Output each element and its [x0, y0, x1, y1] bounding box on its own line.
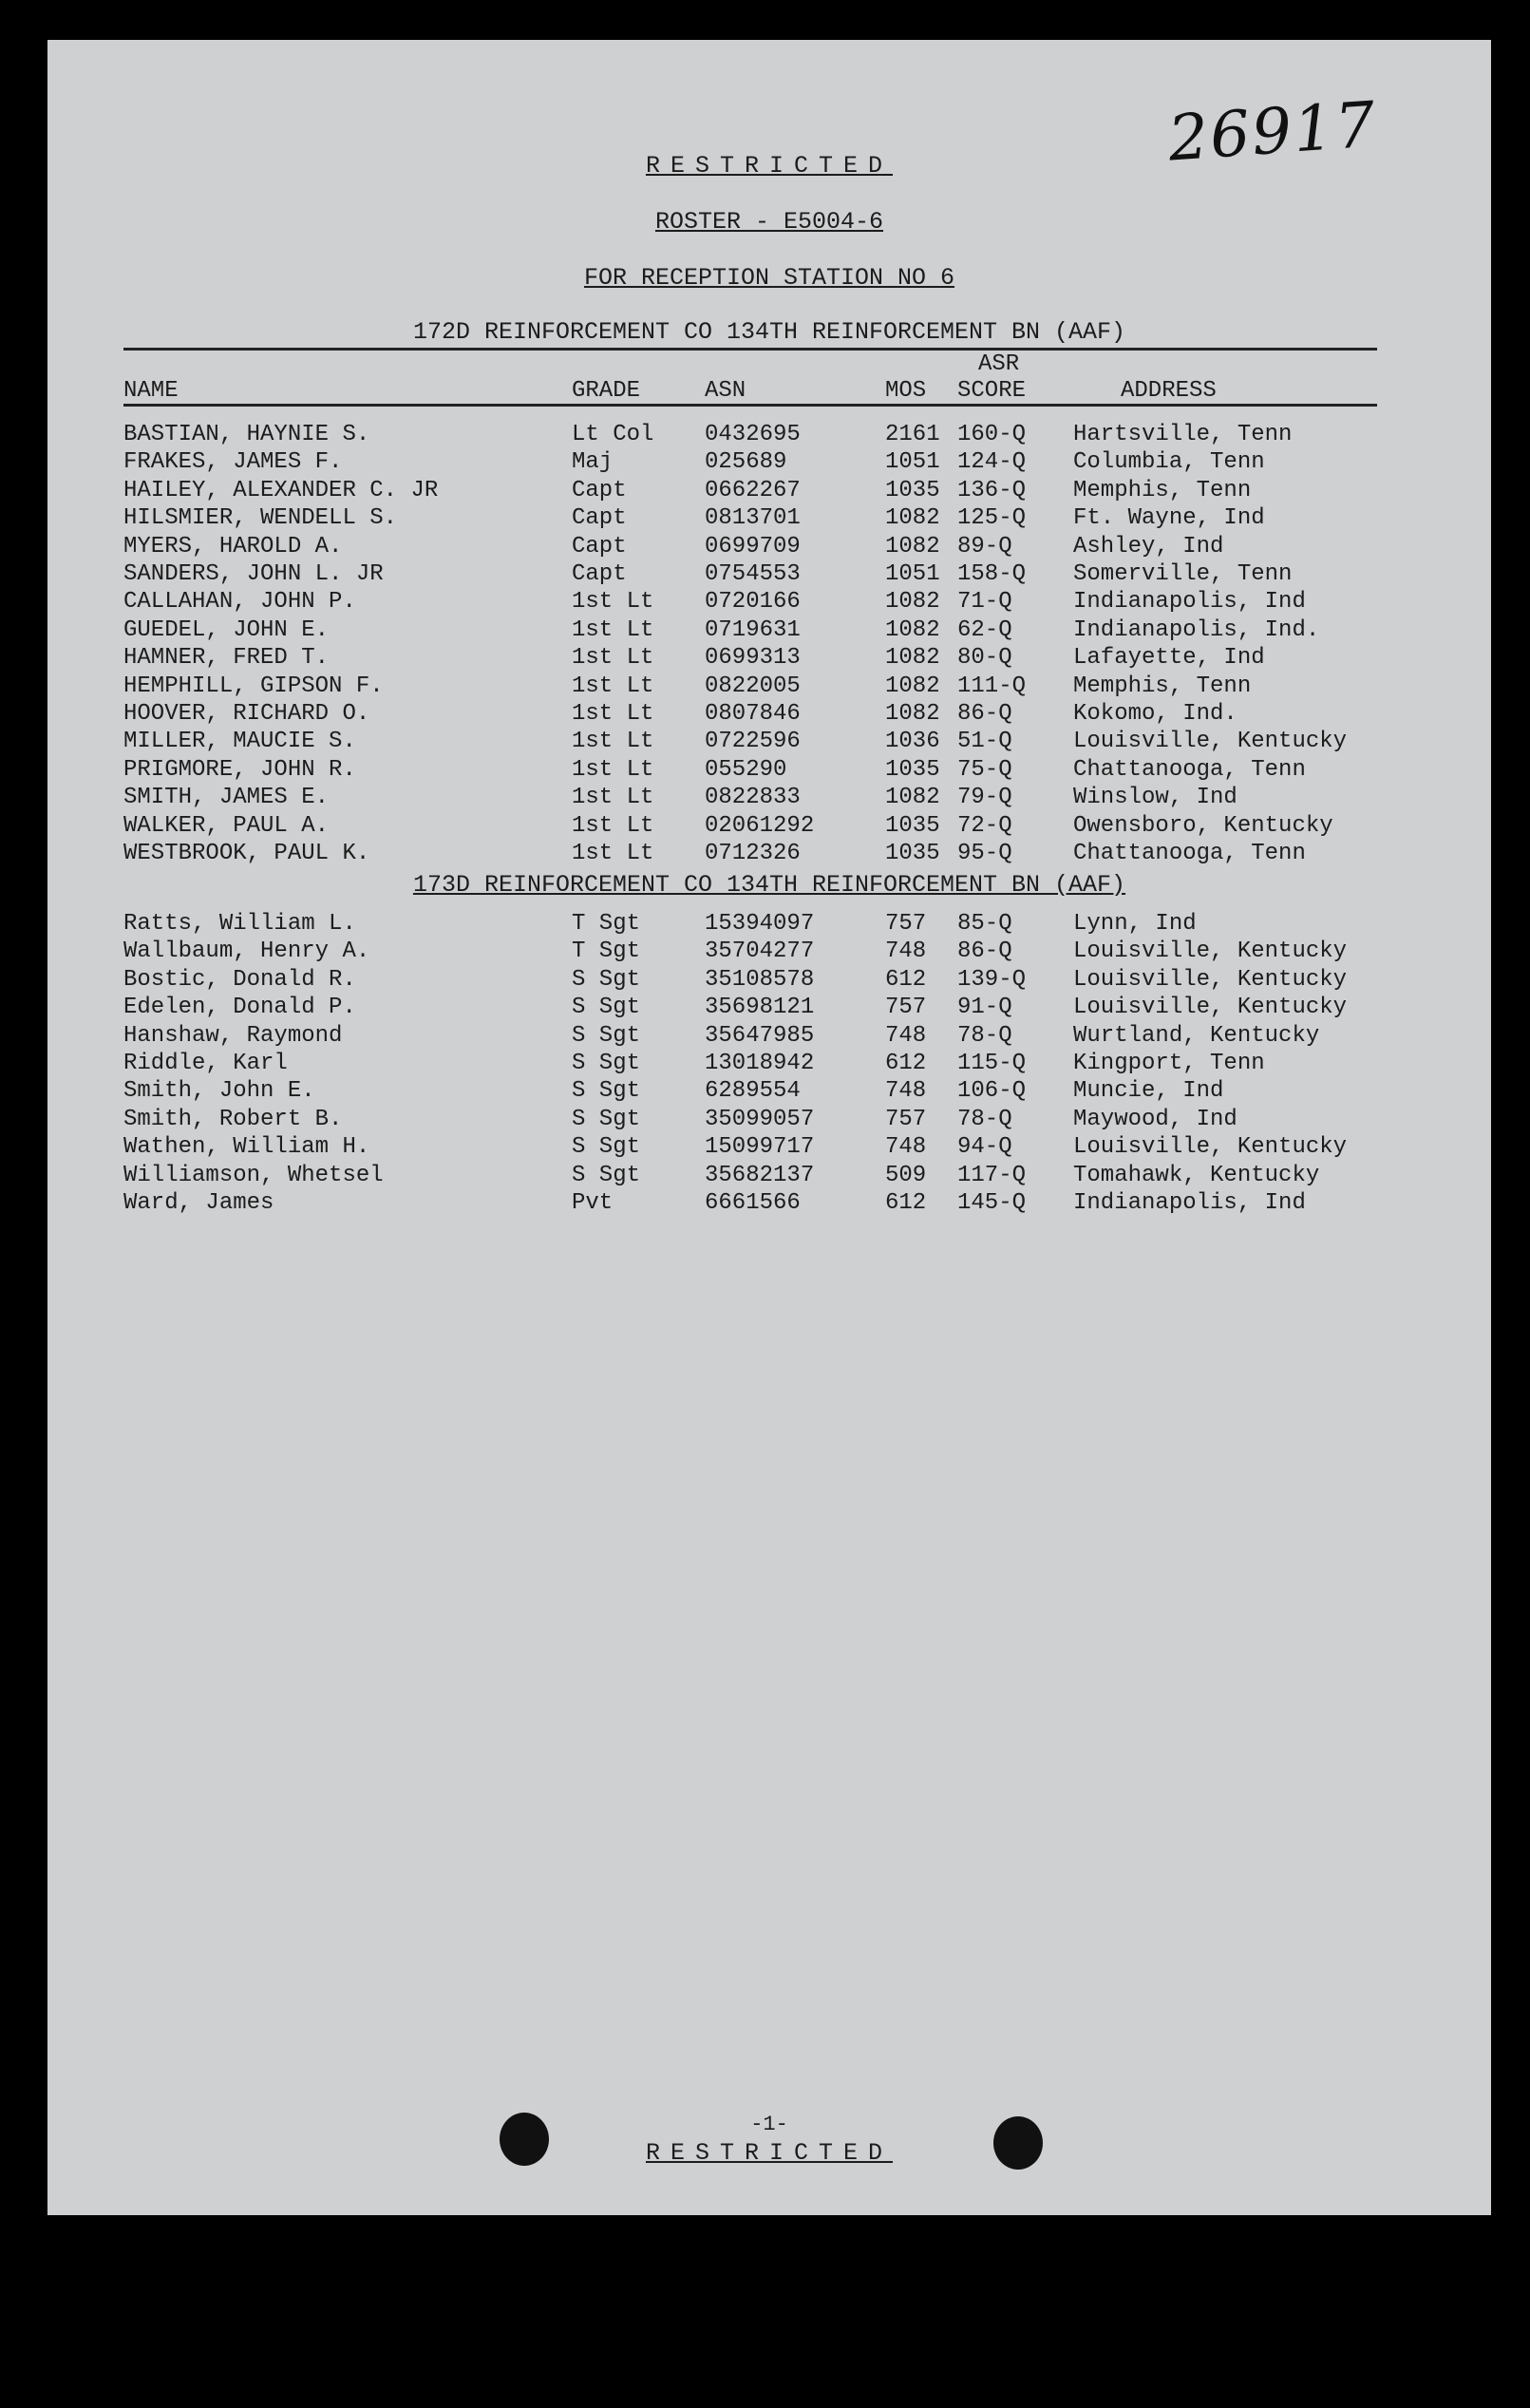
roster-row: [123, 757, 1396, 786]
asr-score-cell: 136-Q: [957, 477, 1027, 503]
address-cell: Owensboro, Kentucky: [1073, 812, 1333, 839]
roster-row: [123, 939, 1396, 967]
grade-cell: Capt: [572, 477, 627, 503]
asn-cell: 025689: [705, 449, 787, 476]
grade-cell: S Sgt: [572, 1162, 641, 1188]
mos-cell: 1082: [885, 533, 940, 559]
mos-cell: 1082: [885, 673, 940, 699]
address-cell: Memphis, Tenn: [1073, 477, 1252, 503]
asr-score-cell: 78-Q: [957, 1022, 1012, 1049]
mos-cell: 1051: [885, 561, 940, 587]
mos-cell: 757: [885, 1106, 927, 1132]
name-cell: Hanshaw, Raymond: [123, 1022, 343, 1049]
asr-score-cell: 91-Q: [957, 995, 1012, 1021]
roster-row: [123, 701, 1396, 730]
grade-cell: S Sgt: [572, 1106, 641, 1132]
asn-cell: 35682137: [705, 1162, 815, 1188]
roster-row: [123, 813, 1396, 842]
asr-score-cell: 75-Q: [957, 756, 1012, 783]
address-cell: Louisville, Kentucky: [1073, 1134, 1348, 1161]
address-cell: Indianapolis, Ind: [1073, 589, 1306, 616]
grade-cell: 1st Lt: [572, 673, 654, 699]
name-cell: Riddle, Karl: [123, 1051, 288, 1076]
mos-cell: 1082: [885, 785, 940, 811]
roster-row: [123, 785, 1396, 813]
name-cell: GUEDEL, JOHN E.: [123, 616, 330, 643]
roster-row: [123, 1051, 1396, 1079]
roster-title: ROSTER - E5004-6: [654, 208, 884, 236]
mos-cell: 2161: [885, 422, 940, 447]
asn-cell: 0719631: [705, 616, 801, 643]
asn-cell: 0699709: [705, 533, 801, 559]
mos-cell: 748: [885, 1078, 927, 1105]
grade-cell: S Sgt: [572, 1051, 641, 1076]
grade-cell: S Sgt: [572, 1134, 641, 1161]
asn-cell: 0432695: [705, 422, 801, 447]
roster-row: [123, 1107, 1396, 1135]
roster-row: [123, 617, 1396, 646]
grade-cell: 1st Lt: [572, 645, 654, 672]
grade-cell: 1st Lt: [572, 616, 654, 643]
grade-cell: S Sgt: [572, 1022, 641, 1049]
mos-cell: 1082: [885, 589, 940, 616]
mos-cell: 748: [885, 1134, 927, 1161]
roster-row: [123, 449, 1396, 478]
mos-cell: 1051: [885, 449, 940, 476]
address-cell: Wurtland, Kentucky: [1073, 1022, 1320, 1049]
handwritten-file-number: 26917: [1165, 87, 1380, 176]
asn-cell: 15394097: [705, 911, 815, 937]
asr-score-cell: 79-Q: [957, 785, 1012, 811]
grade-cell: 1st Lt: [572, 589, 654, 616]
grade-cell: Capt: [572, 533, 627, 559]
asn-cell: 35698121: [705, 995, 815, 1021]
asr-score-cell: 80-Q: [957, 645, 1012, 672]
name-cell: WESTBROOK, PAUL K.: [123, 841, 370, 866]
mos-cell: 1036: [885, 729, 940, 755]
asr-score-cell: 72-Q: [957, 812, 1012, 839]
grade-cell: 1st Lt: [572, 841, 654, 866]
name-cell: HILSMIER, WENDELL S.: [123, 505, 398, 532]
heading-rule: [123, 348, 1377, 351]
asn-cell: 15099717: [705, 1134, 815, 1161]
address-cell: Hartsville, Tenn: [1073, 422, 1293, 447]
asr-score-cell: 85-Q: [957, 911, 1012, 937]
asr-score-cell: 158-Q: [957, 561, 1027, 587]
address-cell: Louisville, Kentucky: [1073, 939, 1348, 965]
asr-score-cell: 117-Q: [957, 1162, 1027, 1188]
address-cell: Louisville, Kentucky: [1073, 729, 1348, 755]
roster-row: [123, 478, 1396, 506]
address-cell: Louisville, Kentucky: [1073, 995, 1348, 1021]
grade-cell: 1st Lt: [572, 729, 654, 755]
name-cell: HAILEY, ALEXANDER C. JR: [123, 477, 439, 503]
name-cell: WALKER, PAUL A.: [123, 812, 330, 839]
grade-cell: S Sgt: [572, 995, 641, 1021]
roster-row: [123, 673, 1396, 702]
classification-footer: RESTRICTED: [645, 2139, 894, 2167]
unit-heading-172d: 172D REINFORCEMENT CO 134TH REINFORCEMENT BN (AAF): [412, 318, 1126, 346]
asn-cell: 0662267: [705, 477, 801, 503]
mos-cell: 1035: [885, 812, 940, 839]
asn-cell: 0699313: [705, 645, 801, 672]
asn-cell: 0754553: [705, 561, 801, 587]
address-cell: Indianapolis, Ind.: [1073, 616, 1320, 643]
grade-cell: Maj: [572, 449, 614, 476]
name-cell: Ward, James: [123, 1190, 274, 1216]
asr-score-cell: 62-Q: [957, 616, 1012, 643]
asn-cell: 35704277: [705, 939, 815, 965]
name-cell: Smith, John E.: [123, 1078, 315, 1105]
address-cell: Chattanooga, Tenn: [1073, 841, 1306, 866]
name-cell: HOOVER, RICHARD O.: [123, 701, 370, 727]
name-cell: SMITH, JAMES E.: [123, 785, 330, 811]
asn-cell: 0822833: [705, 785, 801, 811]
address-cell: Columbia, Tenn: [1073, 449, 1265, 476]
asr-score-cell: 160-Q: [957, 422, 1027, 447]
grade-cell: Capt: [572, 505, 627, 532]
grade-cell: S Sgt: [572, 1078, 641, 1105]
name-cell: Wallbaum, Henry A.: [123, 939, 370, 965]
asr-score-cell: 125-Q: [957, 505, 1027, 532]
asr-score-cell: 94-Q: [957, 1134, 1012, 1161]
address-cell: Memphis, Tenn: [1073, 673, 1252, 699]
asr-score-cell: 89-Q: [957, 533, 1012, 559]
name-cell: FRAKES, JAMES F.: [123, 449, 343, 476]
mos-cell: 1082: [885, 616, 940, 643]
mos-cell: 1035: [885, 841, 940, 866]
col-asr-header: ASR: [978, 351, 1020, 377]
asr-score-cell: 95-Q: [957, 841, 1012, 866]
name-cell: MILLER, MAUCIE S.: [123, 729, 356, 755]
col-address-header: ADDRESS: [1121, 378, 1217, 404]
roster-row: [123, 1190, 1396, 1219]
roster-row: [123, 967, 1396, 995]
grade-cell: Pvt: [572, 1190, 614, 1216]
mos-cell: 1082: [885, 645, 940, 672]
col-name-header: NAME: [123, 378, 179, 404]
roster-row: [123, 729, 1396, 757]
grade-cell: Capt: [572, 561, 627, 587]
station-title: FOR RECEPTION STATION NO 6: [583, 264, 955, 292]
address-cell: Lafayette, Ind: [1073, 645, 1265, 672]
address-cell: Lynn, Ind: [1073, 911, 1197, 937]
address-cell: Kokomo, Ind.: [1073, 701, 1237, 727]
mos-cell: 612: [885, 1051, 927, 1076]
mos-cell: 509: [885, 1162, 927, 1188]
asn-cell: 0807846: [705, 701, 801, 727]
mos-cell: 757: [885, 911, 927, 937]
address-cell: Ft. Wayne, Ind: [1073, 505, 1265, 532]
mos-cell: 612: [885, 966, 927, 993]
address-cell: Tomahawk, Kentucky: [1073, 1162, 1320, 1188]
mos-cell: 1035: [885, 477, 940, 503]
classification-header: RESTRICTED: [645, 152, 894, 180]
asr-score-cell: 78-Q: [957, 1106, 1012, 1132]
mos-cell: 612: [885, 1190, 927, 1216]
name-cell: BASTIAN, HAYNIE S.: [123, 422, 370, 447]
asr-score-cell: 86-Q: [957, 939, 1012, 965]
asr-score-cell: 86-Q: [957, 701, 1012, 727]
asn-cell: 0822005: [705, 673, 801, 699]
address-cell: Winslow, Ind: [1073, 785, 1237, 811]
grade-cell: T Sgt: [572, 911, 641, 937]
asr-score-cell: 51-Q: [957, 729, 1012, 755]
asn-cell: 13018942: [705, 1051, 815, 1076]
name-cell: Ratts, William L.: [123, 911, 356, 937]
name-cell: SANDERS, JOHN L. JR: [123, 561, 384, 587]
asr-score-cell: 71-Q: [957, 589, 1012, 616]
asn-cell: 0720166: [705, 589, 801, 616]
col-mos-header: MOS: [885, 378, 927, 404]
roster-row: [123, 422, 1396, 450]
col-grade-header: GRADE: [572, 378, 641, 404]
address-cell: Indianapolis, Ind: [1073, 1190, 1306, 1216]
name-cell: Smith, Robert B.: [123, 1106, 343, 1132]
header-rule: [123, 404, 1377, 407]
address-cell: Maywood, Ind: [1073, 1106, 1237, 1132]
roster-row: [123, 589, 1396, 617]
asr-score-cell: 115-Q: [957, 1051, 1027, 1076]
mos-cell: 757: [885, 995, 927, 1021]
asn-cell: 0722596: [705, 729, 801, 755]
asn-cell: 6289554: [705, 1078, 801, 1105]
address-cell: Chattanooga, Tenn: [1073, 756, 1306, 783]
mos-cell: 1082: [885, 701, 940, 727]
name-cell: HEMPHILL, GIPSON F.: [123, 673, 384, 699]
col-asn-header: ASN: [705, 378, 746, 404]
name-cell: Edelen, Donald P.: [123, 995, 356, 1021]
name-cell: Wathen, William H.: [123, 1134, 370, 1161]
name-cell: Williamson, Whetsel: [123, 1162, 384, 1188]
grade-cell: 1st Lt: [572, 812, 654, 839]
asn-cell: 02061292: [705, 812, 815, 839]
address-cell: Kingport, Tenn: [1073, 1051, 1265, 1076]
asr-score-cell: 106-Q: [957, 1078, 1027, 1105]
name-cell: PRIGMORE, JOHN R.: [123, 756, 356, 783]
grade-cell: 1st Lt: [572, 785, 654, 811]
asn-cell: 35099057: [705, 1106, 815, 1132]
roster-row: [123, 534, 1396, 562]
roster-row: [123, 561, 1396, 590]
address-cell: Somerville, Tenn: [1073, 561, 1293, 587]
asn-cell: 0813701: [705, 505, 801, 532]
document-page: [47, 40, 1491, 2215]
asr-score-cell: 111-Q: [957, 673, 1027, 699]
roster-row: [123, 911, 1396, 939]
grade-cell: S Sgt: [572, 966, 641, 993]
grade-cell: 1st Lt: [572, 701, 654, 727]
roster-row: [123, 841, 1396, 869]
address-cell: Muncie, Ind: [1073, 1078, 1224, 1105]
roster-row: [123, 1163, 1396, 1191]
roster-row: [123, 1023, 1396, 1052]
asr-score-cell: 124-Q: [957, 449, 1027, 476]
grade-cell: 1st Lt: [572, 756, 654, 783]
asr-score-cell: 145-Q: [957, 1190, 1027, 1216]
mos-cell: 1082: [885, 505, 940, 532]
asn-cell: 0712326: [705, 841, 801, 866]
mos-cell: 1035: [885, 756, 940, 783]
name-cell: MYERS, HAROLD A.: [123, 533, 343, 559]
roster-row: [123, 995, 1396, 1023]
asr-score-cell: 139-Q: [957, 966, 1027, 993]
grade-cell: T Sgt: [572, 939, 641, 965]
name-cell: Bostic, Donald R.: [123, 966, 356, 993]
asn-cell: 35108578: [705, 966, 815, 993]
asn-cell: 055290: [705, 756, 787, 783]
mos-cell: 748: [885, 1022, 927, 1049]
roster-row: [123, 505, 1396, 534]
asn-cell: 35647985: [705, 1022, 815, 1049]
address-cell: Ashley, Ind: [1073, 533, 1224, 559]
mos-cell: 748: [885, 939, 927, 965]
col-score-header: SCORE: [957, 378, 1027, 404]
grade-cell: Lt Col: [572, 422, 654, 447]
unit-heading-173d: 173D REINFORCEMENT CO 134TH REINFORCEMENT BN (AAF): [412, 871, 1126, 899]
page-number: -1-: [750, 2113, 788, 2136]
address-cell: Louisville, Kentucky: [1073, 966, 1348, 993]
roster-row: [123, 1134, 1396, 1163]
name-cell: HAMNER, FRED T.: [123, 645, 330, 672]
name-cell: CALLAHAN, JOHN P.: [123, 589, 356, 616]
roster-row: [123, 1078, 1396, 1107]
roster-row: [123, 645, 1396, 673]
asn-cell: 6661566: [705, 1190, 801, 1216]
